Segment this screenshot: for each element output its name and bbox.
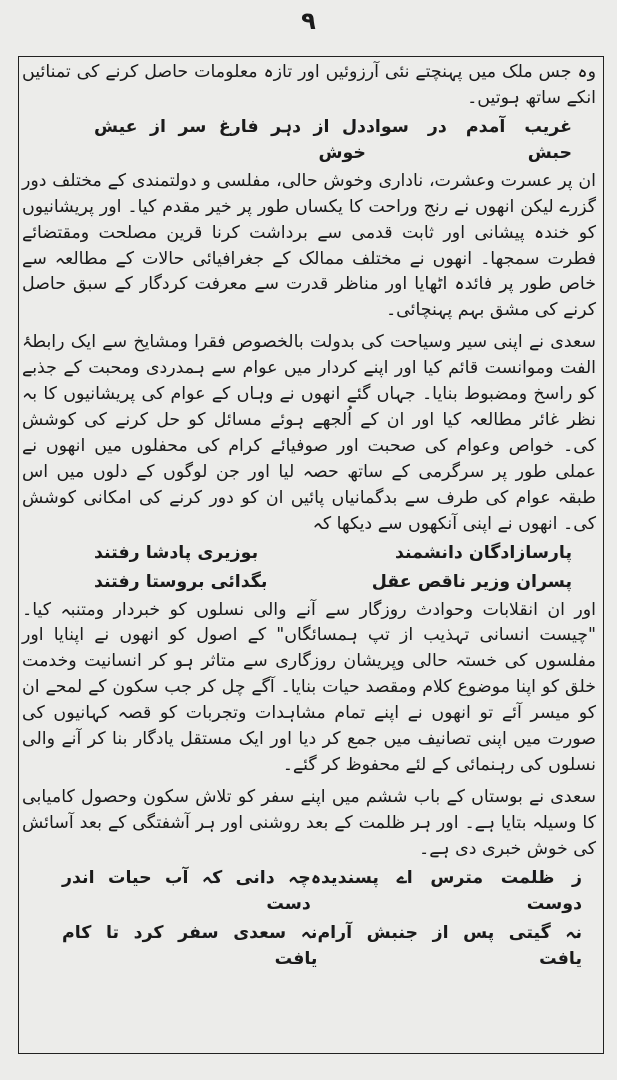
verse-couplet-1 <box>22 114 596 166</box>
verse-2-first-line: پارسازادگان دانشمند <box>394 542 572 563</box>
verse-3-second-line: بگدائی بروستا رفتند <box>94 571 268 592</box>
paragraph-hardships: ان پر عسرت وعشرت، ناداری وخوش حالی، مفلسی و دولتمندی کے مختلف دور گزرے لیکن انھوں نے رنج وراحت کا یکساں طور پر خیر مقدم کیا۔ اور پریشانیوں کو خندہ پیشانی اور ثابت قدمی سے برداشت کرنا قرین مصلحت ومقتضائے فطرت سمجھا۔ انھوں نے مختلف ممالک کے جغرافیائی حالات کے مطالعہ سے خاص طور پر فائدہ اٹھایا اور مناظر قدرت سے معرفت کردگار کے سبق حاصل کرنے کی مشق بہم پہنچائی۔ <box>22 170 596 321</box>
verse-2-second-line: بوزیری پادشا رفتند <box>94 542 259 563</box>
paragraph-bustan: سعدی نے بوستاں کے باب ششم میں اپنے سفر کو تلاش سکون وحصول کامیابی کا وسیلہ بتایا ہے۔ اور ہر ظلمت کے بعد روشنی اور ہر آشفتگی کے بعد آسائش کی خوش خبری دی ہے۔ <box>22 786 596 859</box>
verse-couplet-2 <box>22 540 596 566</box>
verse-1-second-line: دل از دہر فارغ سر از عیش خوش <box>94 116 366 163</box>
verse-couplet-5 <box>22 920 596 972</box>
paragraph-intro: وہ جس ملک میں پہنچتے نئی آرزوئیں اور تازہ معلومات حاصل کرنے کی تمنائیں انکے ساتھ ہوتیں۔ <box>22 62 596 108</box>
page-number: ۹ <box>301 7 316 35</box>
verse-4-second-line: چہ دانی کہ آب حیات اندر دست <box>62 867 311 914</box>
verse-5-second-line: نہ سعدی سفر کرد تا کام یافت <box>62 922 318 969</box>
verse-couplet-4 <box>22 865 596 917</box>
verse-3-first-line: پسران وزیر ناقص عقل <box>371 571 572 592</box>
verse-4-first-line: ز ظلمت مترس اے پسندیدہ دوست <box>310 867 582 914</box>
verse-5-first-line: نہ گیتی پس از جنبش آرام یافت <box>317 922 582 969</box>
paragraph-travels: سعدی نے اپنی سیر وسیاحت کی بدولت بالخصوص فقرا ومشایخ سے ایک رابطۂ الفت وموانست قائم کیا اور اپنے کردار میں عوام سے ہمدردی ومحبت کے جذبے کو راسخ ومضبوط بنایا۔ جہاں گئے انھوں نے وہاں کے عوام کی پریشانیوں کا بہ نظر غائر مطالعہ کیا اور ان کے اُلجھے ہوئے مسائل کو حل کرنے کی کوشش کی۔ خواص وعوام کی صحبت اور صوفیائے کرام کی محفلوں میں انھوں نے عملی طور پر سرگرمی کے ساتھ حصہ لیا اور جن لوگوں کے دلوں میں اس طبقہ عوام کی طرف سے بدگمانیاں پائیں ان کو دور کرنے کی امکانی کوشش کی۔ انھوں نے اپنی آنکھوں سے دیکھا کہ <box>22 332 596 534</box>
paragraph-revolutions: اور ان انقلابات وحوادث روزگار سے آنے والی نسلوں کو خبردار ومتنبہ کیا۔ "چیست انسانی تہذیب از تپ ہمسائگاں" کے اصول کو انھوں نے اپنایا اور مفلسوں کی خستہ حالی وپریشان روزگاری سے متاثر ہو کر انسانیت وخدمت خلق کو اپنا موضوع کلام ومقصد حیات بنایا۔ آگے چل کر جب سکون کے لمحے ان کو میسر آئے تو انھوں نے اپنے تمام مشاہدات وتجربات کو قصہ کہانیوں کی صورت میں اپنی تصانیف میں جمع کر دیا اور ایک مستقل یادگار بنا کر آنے والی نسلوں کی رہنمائی کے لئے محفوظ کر گئے۔ <box>22 599 596 775</box>
page-text <box>22 60 596 1050</box>
verse-couplet-3 <box>22 569 596 595</box>
verse-1-first-line: غریب آمدم در سواد حبش <box>365 116 572 163</box>
